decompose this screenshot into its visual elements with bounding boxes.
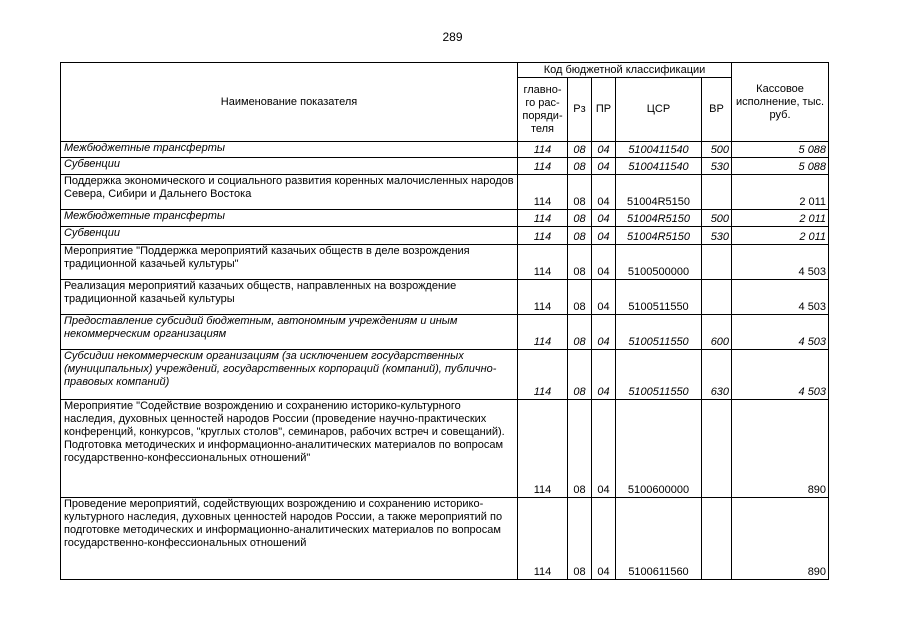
header-code-group: Код бюджетной классификации bbox=[518, 63, 732, 78]
row-amount: 4 503 bbox=[732, 315, 829, 350]
row-vr: 600 bbox=[702, 315, 732, 350]
row-grbs: 114 bbox=[518, 158, 568, 175]
row-name: Субсидии некоммерческим организациям (за исключением государственных (муниципальных) учреждений, государственных корпораций (компаний), публично-правовых компаний) bbox=[61, 350, 518, 400]
row-vr: 530 bbox=[702, 227, 732, 245]
row-rz: 08 bbox=[568, 315, 592, 350]
row-csr: 51004R5150 bbox=[616, 227, 702, 245]
page-number: 289 bbox=[442, 30, 463, 44]
table-row bbox=[61, 142, 829, 158]
row-grbs: 114 bbox=[518, 210, 568, 227]
row-vr: 500 bbox=[702, 142, 732, 158]
row-csr: 5100511550 bbox=[616, 280, 702, 315]
row-amount: 2 011 bbox=[732, 227, 829, 245]
header-amount: Кассовое исполнение, тыс. руб. bbox=[732, 63, 829, 142]
row-rz: 08 bbox=[568, 400, 592, 498]
row-rz: 08 bbox=[568, 142, 592, 158]
row-rz: 08 bbox=[568, 245, 592, 280]
table-row bbox=[61, 315, 829, 350]
header-pr: ПР bbox=[592, 78, 616, 142]
row-rz: 08 bbox=[568, 175, 592, 210]
row-vr bbox=[702, 400, 732, 498]
row-csr: 5100511550 bbox=[616, 350, 702, 400]
row-vr bbox=[702, 175, 732, 210]
row-grbs: 114 bbox=[518, 350, 568, 400]
table-row bbox=[61, 400, 829, 498]
row-amount: 2 011 bbox=[732, 210, 829, 227]
row-vr: 630 bbox=[702, 350, 732, 400]
table-row bbox=[61, 210, 829, 227]
row-name: Субвенции bbox=[61, 227, 518, 245]
row-name: Предоставление субсидий бюджетным, автономным учреждениям и иным некоммерческим организациям bbox=[61, 315, 518, 350]
row-csr: 5100500000 bbox=[616, 245, 702, 280]
row-name: Межбюджетные трансферты bbox=[61, 210, 518, 227]
header-vr: ВР bbox=[702, 78, 732, 142]
row-name: Межбюджетные трансферты bbox=[61, 142, 518, 158]
row-grbs: 114 bbox=[518, 280, 568, 315]
row-grbs: 114 bbox=[518, 142, 568, 158]
table-row bbox=[61, 175, 829, 210]
table-row bbox=[61, 280, 829, 315]
row-vr: 530 bbox=[702, 158, 732, 175]
row-csr: 5100411540 bbox=[616, 158, 702, 175]
row-rz: 08 bbox=[568, 210, 592, 227]
header-rz: Рз bbox=[568, 78, 592, 142]
row-name: Проведение мероприятий, содействующих возрождению и сохранению историко-культурного наследия, духовных ценностей народов России, а также мероприятий по подготовке методических и информационно-аналитических материалов по вопросам государственно-конфессиональных отношений bbox=[61, 498, 518, 580]
row-pr: 04 bbox=[592, 158, 616, 175]
row-vr bbox=[702, 498, 732, 580]
row-vr bbox=[702, 280, 732, 315]
row-amount: 5 088 bbox=[732, 158, 829, 175]
table-row bbox=[61, 498, 829, 580]
row-rz: 08 bbox=[568, 498, 592, 580]
row-csr: 51004R5150 bbox=[616, 175, 702, 210]
row-pr: 04 bbox=[592, 142, 616, 158]
header-grbs: главно-го рас-поряди-теля bbox=[518, 78, 568, 142]
table-row bbox=[61, 227, 829, 245]
row-grbs: 114 bbox=[518, 175, 568, 210]
row-name: Мероприятие "Содействие возрождению и сохранению историко-культурного наследия, духовных ценностей народов России (проведение научно-практических конференций, конкурсов, "круглых столов", семинаров, рабочих встреч и совещаний). Подготовка методических и информационно-аналитических материалов по вопросам государственно-конфессиональных отношений" bbox=[61, 400, 518, 498]
row-csr: 5100511550 bbox=[616, 315, 702, 350]
table-row bbox=[61, 158, 829, 175]
table-row bbox=[61, 350, 829, 400]
row-pr: 04 bbox=[592, 498, 616, 580]
row-rz: 08 bbox=[568, 280, 592, 315]
row-pr: 04 bbox=[592, 210, 616, 227]
row-pr: 04 bbox=[592, 175, 616, 210]
row-pr: 04 bbox=[592, 400, 616, 498]
row-name: Поддержка экономического и социального развития коренных малочисленных народов Севера, Сибири и Дальнего Востока bbox=[61, 175, 518, 210]
row-name: Субвенции bbox=[61, 158, 518, 175]
header-csr: ЦСР bbox=[616, 78, 702, 142]
table-row bbox=[61, 245, 829, 280]
row-pr: 04 bbox=[592, 227, 616, 245]
row-amount: 890 bbox=[732, 400, 829, 498]
header-name: Наименование показателя bbox=[61, 63, 518, 142]
row-rz: 08 bbox=[568, 158, 592, 175]
row-grbs: 114 bbox=[518, 400, 568, 498]
row-amount: 2 011 bbox=[732, 175, 829, 210]
row-name: Мероприятие "Поддержка мероприятий казачьих обществ в деле возрождения традиционной казачьей культуры" bbox=[61, 245, 518, 280]
row-grbs: 114 bbox=[518, 315, 568, 350]
row-vr: 500 bbox=[702, 210, 732, 227]
row-pr: 04 bbox=[592, 350, 616, 400]
row-amount: 4 503 bbox=[732, 280, 829, 315]
row-grbs: 114 bbox=[518, 498, 568, 580]
row-csr: 51004R5150 bbox=[616, 210, 702, 227]
row-csr: 5100611560 bbox=[616, 498, 702, 580]
row-pr: 04 bbox=[592, 280, 616, 315]
row-name: Реализация мероприятий казачьих обществ, направленных на возрождение традиционной казачьей культуры bbox=[61, 280, 518, 315]
row-amount: 4 503 bbox=[732, 350, 829, 400]
budget-table bbox=[60, 62, 829, 580]
row-pr: 04 bbox=[592, 315, 616, 350]
row-csr: 5100600000 bbox=[616, 400, 702, 498]
row-grbs: 114 bbox=[518, 227, 568, 245]
row-vr bbox=[702, 245, 732, 280]
row-rz: 08 bbox=[568, 227, 592, 245]
row-csr: 5100411540 bbox=[616, 142, 702, 158]
row-pr: 04 bbox=[592, 245, 616, 280]
row-grbs: 114 bbox=[518, 245, 568, 280]
row-amount: 4 503 bbox=[732, 245, 829, 280]
row-rz: 08 bbox=[568, 350, 592, 400]
row-amount: 5 088 bbox=[732, 142, 829, 158]
row-amount: 890 bbox=[732, 498, 829, 580]
